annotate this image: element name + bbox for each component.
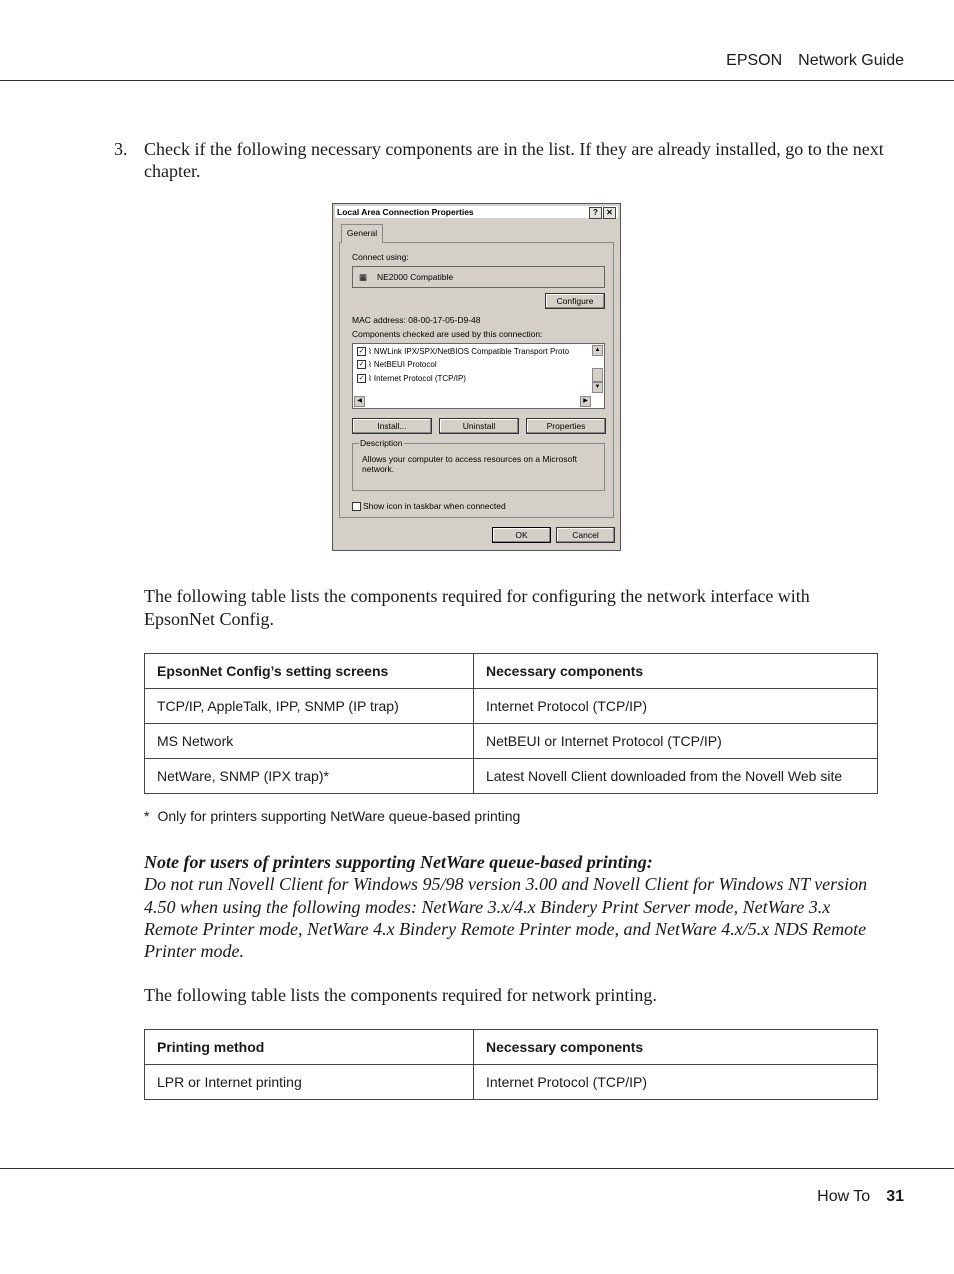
list-item[interactable]: ✓ ⌇ NWLink IPX/SPX/NetBIOS Compatible Transport Proto bbox=[358, 347, 570, 356]
table-row bbox=[145, 759, 878, 794]
header-brand: EPSON bbox=[726, 52, 783, 69]
protocol-icon: ⌇ bbox=[368, 374, 372, 383]
connect-using-label: Connect using: bbox=[352, 252, 409, 262]
column-header: Necessary components bbox=[474, 1030, 878, 1065]
header-rule bbox=[0, 80, 954, 81]
uninstall-button[interactable]: Uninstall bbox=[439, 418, 519, 434]
step-3 bbox=[114, 138, 884, 182]
table-row bbox=[145, 724, 878, 759]
column-header: Printing method bbox=[145, 1030, 474, 1065]
adapter-name: NE2000 Compatible bbox=[377, 272, 454, 282]
table-cell: Internet Protocol (TCP/IP) bbox=[474, 1065, 878, 1100]
scroll-left-icon[interactable]: ◀ bbox=[354, 396, 365, 407]
page-footer bbox=[817, 1188, 904, 1206]
list-item[interactable]: ✓ ⌇ NetBEUI Protocol bbox=[358, 360, 437, 369]
footer-section: How To bbox=[817, 1188, 871, 1205]
table-row bbox=[145, 1065, 878, 1100]
ok-button[interactable]: OK bbox=[492, 527, 551, 543]
scroll-thumb[interactable] bbox=[592, 368, 603, 382]
close-icon[interactable]: ✕ bbox=[603, 207, 616, 219]
page-header bbox=[726, 52, 904, 70]
table-cell: NetBEUI or Internet Protocol (TCP/IP) bbox=[474, 724, 878, 759]
components-label: Components checked are used by this connection: bbox=[352, 329, 543, 339]
table-footnote bbox=[144, 808, 520, 824]
checkbox-unchecked-icon[interactable] bbox=[352, 502, 361, 511]
dialog-titlebar bbox=[335, 206, 618, 218]
show-icon-label: Show icon in taskbar when connected bbox=[363, 501, 506, 511]
cancel-button[interactable]: Cancel bbox=[556, 527, 615, 543]
show-icon-option[interactable] bbox=[352, 501, 506, 511]
help-icon[interactable]: ? bbox=[589, 207, 602, 219]
epsonnet-config-table bbox=[144, 653, 878, 794]
checkbox-checked-icon[interactable]: ✓ bbox=[358, 375, 365, 383]
local-area-connection-dialog bbox=[332, 203, 621, 551]
scroll-down-icon[interactable]: ▼ bbox=[592, 382, 603, 393]
checkbox-checked-icon[interactable]: ✓ bbox=[358, 348, 365, 356]
table-cell: MS Network bbox=[145, 724, 474, 759]
table-cell: Latest Novell Client downloaded from the Novell Web site bbox=[474, 759, 878, 794]
footer-rule bbox=[0, 1168, 954, 1169]
list-item[interactable]: ✓ ⌇ Internet Protocol (TCP/IP) bbox=[358, 374, 466, 383]
network-printing-table bbox=[144, 1029, 878, 1100]
components-list[interactable] bbox=[352, 343, 605, 409]
description-label: Description bbox=[360, 438, 403, 448]
note-title: Note for users of printers supporting NetWare queue-based printing: bbox=[144, 852, 653, 872]
general-panel bbox=[339, 242, 614, 518]
dialog-title: Local Area Connection Properties bbox=[337, 207, 474, 217]
adapter-field bbox=[352, 266, 605, 288]
scroll-up-icon[interactable]: ▲ bbox=[592, 345, 603, 356]
netware-note bbox=[144, 851, 884, 962]
configure-button[interactable]: Configure bbox=[545, 293, 605, 309]
description-text: Allows your computer to access resources on a Microsoft network. bbox=[362, 454, 577, 474]
step-text: Check if the following necessary components are in the list. If they are already installed, go to the next chapter. bbox=[144, 139, 884, 181]
protocol-icon: ⌇ bbox=[368, 360, 372, 369]
table-header-row bbox=[145, 654, 878, 689]
tab-general[interactable]: General bbox=[341, 224, 383, 243]
table-cell: LPR or Internet printing bbox=[145, 1065, 474, 1100]
note-body: Do not run Novell Client for Windows 95/98 version 3.00 and Novell Client for Windows NT version 4.50 when using the following modes: NetWare 3.x/4.x Bindery Print Server mode, NetWare 3.x Remote Printer mode, NetWare 4.x Bindery Remote Printer mode, and NetWare 4.x/5.x NDS Remote Printer mode. bbox=[144, 874, 868, 962]
table-row bbox=[145, 689, 878, 724]
protocol-icon: ⌇ bbox=[368, 347, 372, 356]
install-button[interactable]: Install... bbox=[352, 418, 432, 434]
config-table-intro: The following table lists the components required for configuring the network interface with EpsonNet Config. bbox=[144, 586, 810, 629]
scroll-right-icon[interactable]: ▶ bbox=[580, 396, 591, 407]
printing-table-intro: The following table lists the components required for network printing. bbox=[144, 985, 657, 1005]
footnote-mark: * bbox=[144, 808, 150, 824]
column-header: EpsonNet Config’s setting screens bbox=[145, 654, 474, 689]
description-group bbox=[352, 438, 605, 491]
table-header-row bbox=[145, 1030, 878, 1065]
table-cell: Internet Protocol (TCP/IP) bbox=[474, 689, 878, 724]
network-card-icon: ▦ bbox=[359, 272, 368, 282]
properties-button[interactable]: Properties bbox=[526, 418, 606, 434]
footnote-text: Only for printers supporting NetWare queue-based printing bbox=[157, 808, 521, 824]
header-guide-title: Network Guide bbox=[798, 52, 904, 69]
mac-address: MAC address: 08-00-17-05-D9-48 bbox=[352, 315, 481, 325]
page-number: 31 bbox=[886, 1188, 904, 1205]
table-cell: NetWare, SNMP (IPX trap)* bbox=[145, 759, 474, 794]
table-cell: TCP/IP, AppleTalk, IPP, SNMP (IP trap) bbox=[145, 689, 474, 724]
step-number: 3. bbox=[114, 139, 128, 159]
column-header: Necessary components bbox=[474, 654, 878, 689]
checkbox-checked-icon[interactable]: ✓ bbox=[358, 361, 365, 369]
